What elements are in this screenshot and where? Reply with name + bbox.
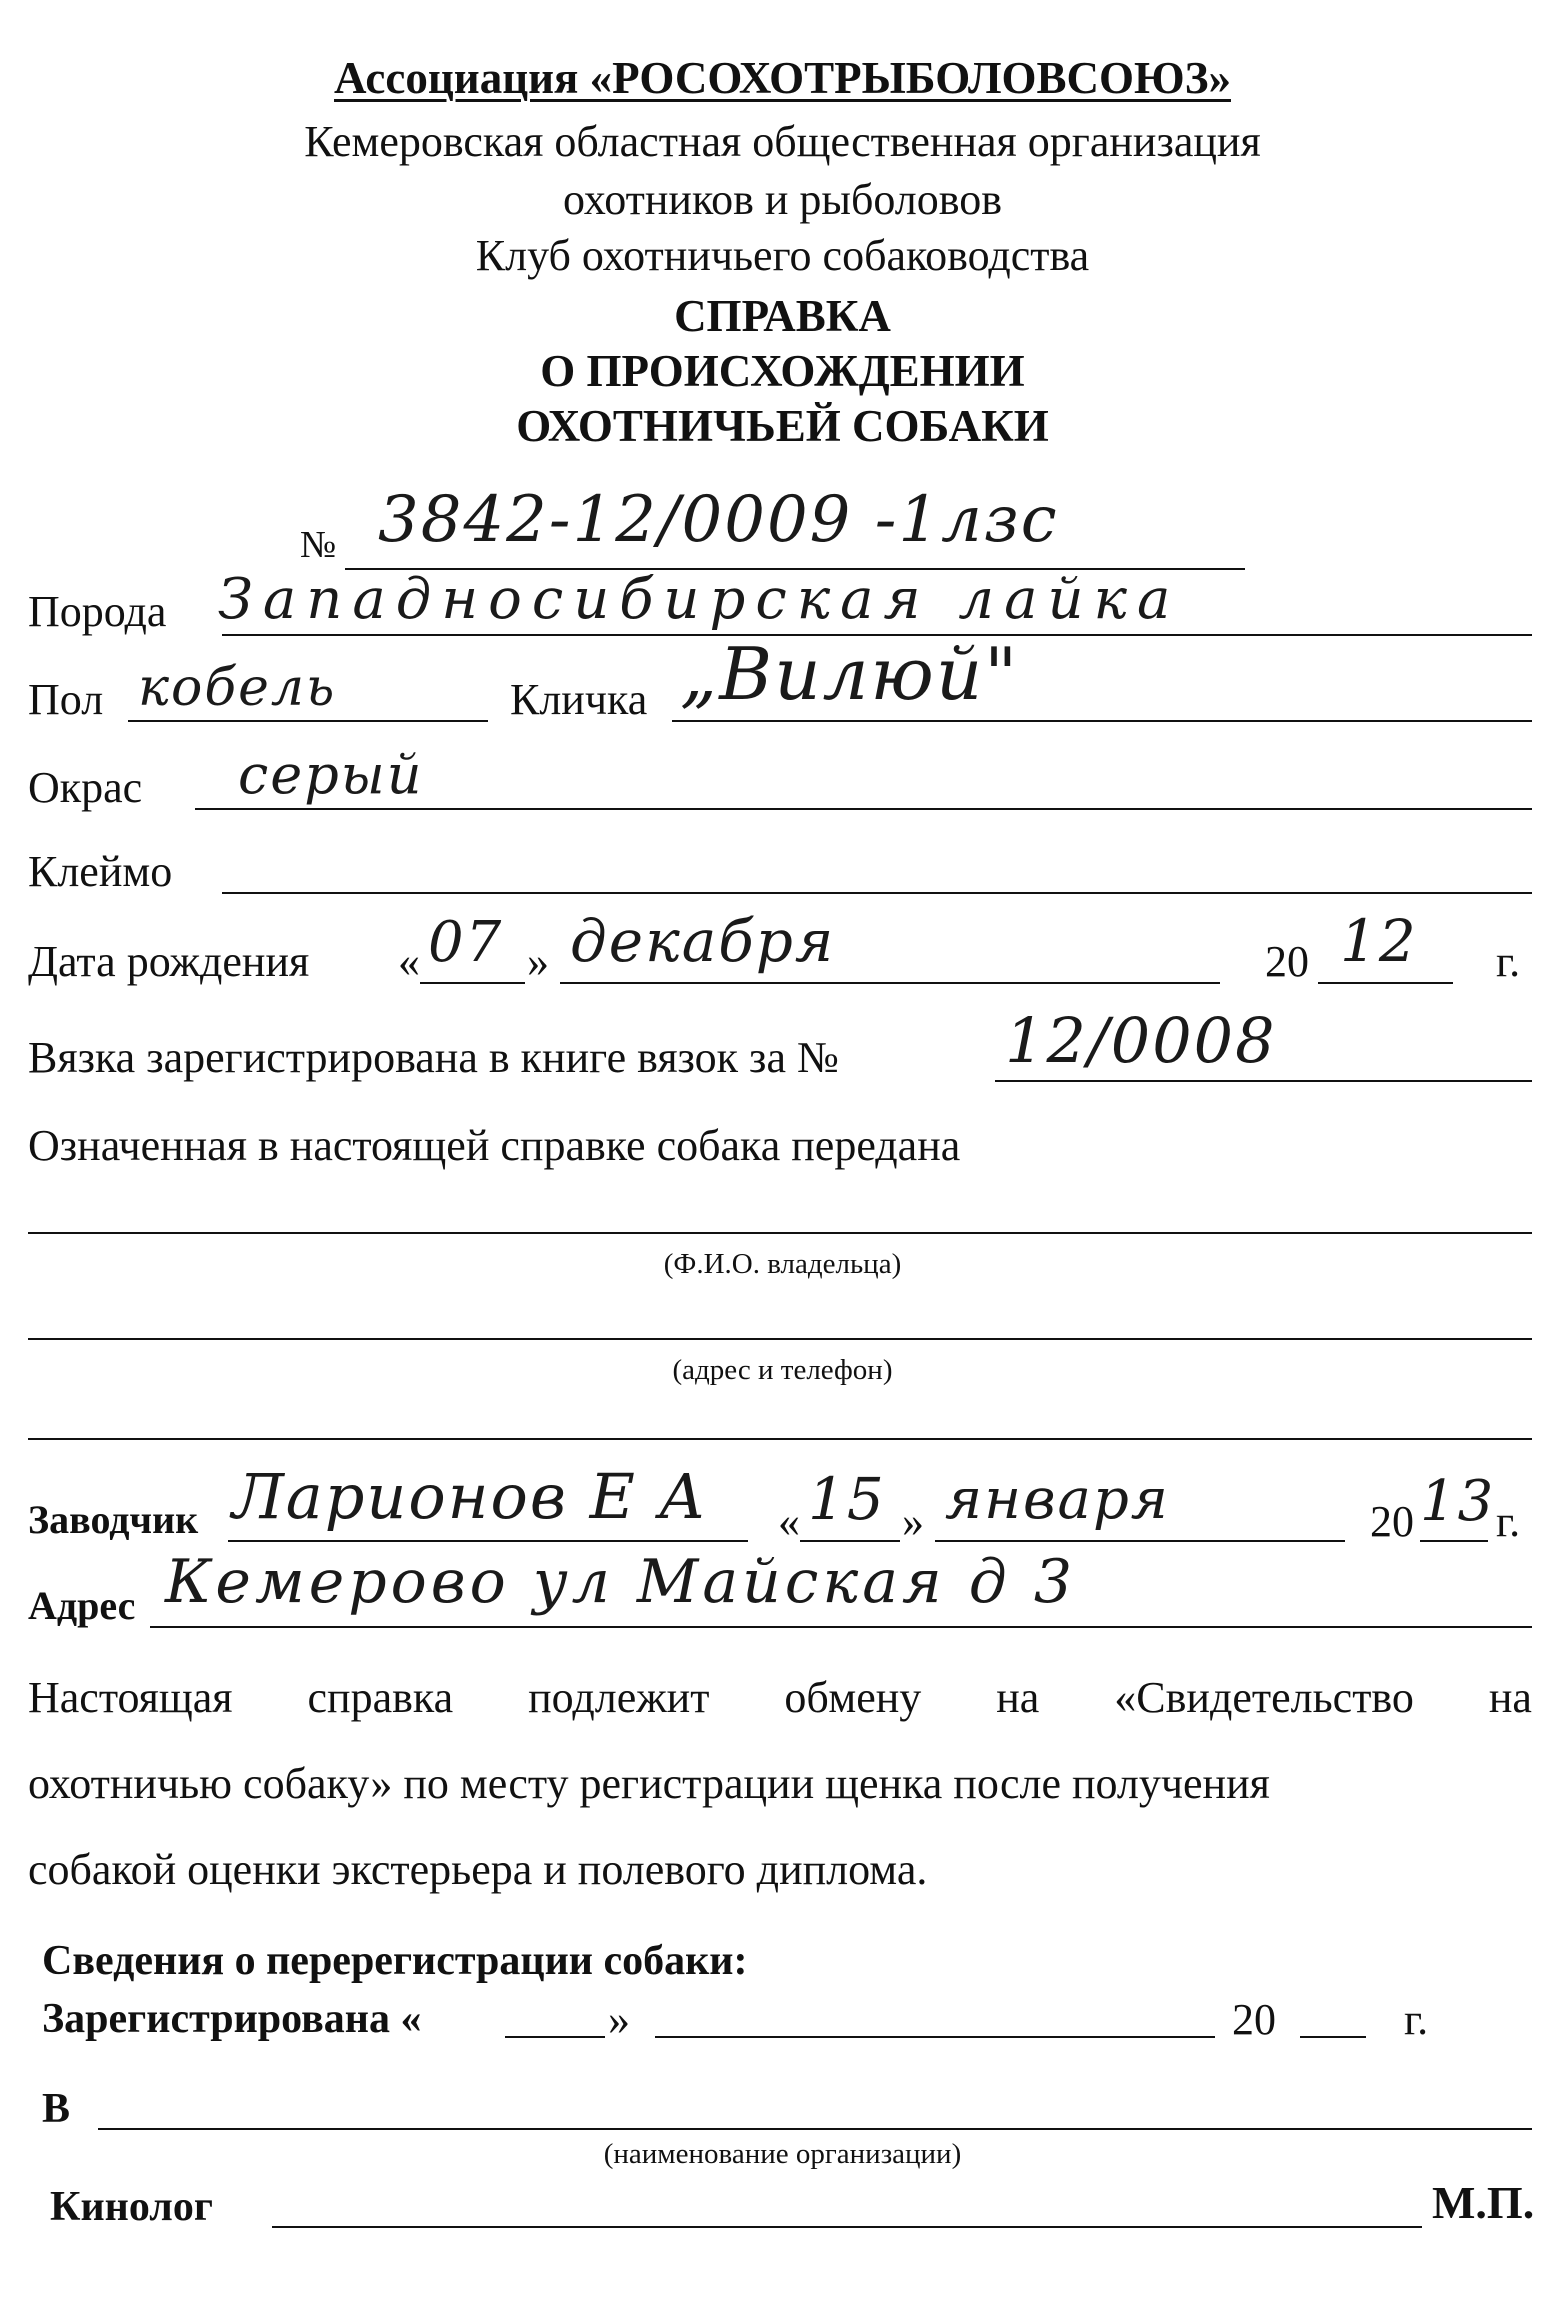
stamp-place: М.П. bbox=[1432, 2177, 1535, 2228]
birth-month-line bbox=[560, 982, 1220, 984]
notice-word: Настоящая bbox=[28, 1673, 233, 1722]
notice-word: на bbox=[1488, 1673, 1532, 1722]
registered-century: 20 bbox=[1232, 1995, 1276, 2044]
notice-word: «Свидетельство bbox=[1114, 1673, 1414, 1722]
breeder-year-handwritten: 13 bbox=[1420, 1469, 1496, 1534]
breed-handwritten: Западносибирская лайка bbox=[218, 567, 1181, 632]
organization-caption: (наименование организации) bbox=[603, 2138, 962, 2170]
breeder-year-line bbox=[1420, 1540, 1488, 1542]
breeder-month-handwritten: января bbox=[945, 1467, 1170, 1532]
birth-year-handwritten: 12 bbox=[1340, 907, 1418, 975]
association-name: Ассоциация «РОСОХОТРЫБОЛОВСОЮЗ» bbox=[334, 53, 1231, 103]
birth-day-line bbox=[420, 982, 525, 984]
notice-word: справка bbox=[307, 1673, 454, 1722]
birth-open-quote: « bbox=[398, 937, 420, 986]
brand-line bbox=[222, 892, 1532, 894]
notice-word: подлежит bbox=[528, 1673, 710, 1722]
registered-label: Зарегистрирована « bbox=[42, 1996, 422, 2042]
breed-label: Порода bbox=[28, 587, 167, 636]
organization-line bbox=[98, 2128, 1532, 2130]
breeder-month-line bbox=[935, 1540, 1345, 1542]
birth-month-handwritten: декабря bbox=[570, 907, 836, 975]
breeder-century: 20 bbox=[1370, 1497, 1414, 1546]
transfer-text: Означенная в настоящей справке собака передана bbox=[28, 1121, 961, 1170]
organization-line-2: охотников и рыболовов bbox=[562, 175, 1002, 224]
sex-label: Пол bbox=[28, 675, 104, 724]
name-line bbox=[672, 720, 1532, 722]
breeder-handwritten: Ларионов Е А bbox=[232, 1460, 708, 1533]
color-handwritten: серый bbox=[238, 743, 424, 806]
breeder-day-handwritten: 15 bbox=[808, 1465, 886, 1533]
name-label: Кличка bbox=[510, 675, 648, 724]
name-handwritten: „Вилюй" bbox=[680, 632, 1020, 716]
registered-year-suffix: г. bbox=[1404, 1995, 1429, 2044]
sex-line bbox=[128, 720, 488, 722]
address-phone-line-2 bbox=[28, 1438, 1532, 1440]
birth-year-suffix: г. bbox=[1496, 937, 1521, 986]
reregistration-heading: Сведения о перерегистрации собаки: bbox=[42, 1938, 748, 1984]
notice-line-1 bbox=[28, 1673, 1532, 1722]
address-label: Адрес bbox=[28, 1583, 136, 1628]
owner-line bbox=[28, 1232, 1532, 1234]
notice-line-3: собакой оценки экстерьера и полевого диплома. bbox=[28, 1845, 928, 1894]
owner-caption: (Ф.И.О. владельца) bbox=[663, 1248, 902, 1280]
registered-day-line bbox=[505, 2036, 605, 2038]
document-title-2: О ПРОИСХОЖДЕНИИ bbox=[540, 346, 1025, 396]
birth-year-line bbox=[1318, 982, 1453, 984]
notice-word: на bbox=[996, 1673, 1040, 1722]
notice-word: обмену bbox=[784, 1673, 922, 1722]
birth-label: Дата рождения bbox=[28, 937, 310, 986]
breeder-label: Заводчик bbox=[28, 1497, 199, 1542]
breeder-line bbox=[228, 1540, 748, 1542]
number-handwritten: 3842-12/0009 -1лзс bbox=[378, 483, 1059, 557]
breeder-close-quote: » bbox=[902, 1497, 924, 1546]
cynologist-label: Кинолог bbox=[50, 2184, 213, 2230]
registered-month-line bbox=[655, 2036, 1215, 2038]
address-phone-line bbox=[28, 1338, 1532, 1340]
number-label: № bbox=[300, 524, 337, 566]
color-line bbox=[195, 808, 1532, 810]
document-title-3: ОХОТНИЧЬЕЙ СОБАКИ bbox=[516, 401, 1049, 451]
address-line bbox=[150, 1626, 1532, 1628]
organization-line-1: Кемеровская областная общественная организация bbox=[304, 117, 1261, 166]
breeder-day-line bbox=[800, 1540, 900, 1542]
birth-day-handwritten: 07 bbox=[428, 910, 504, 975]
mating-handwritten: 12/0008 bbox=[1005, 1004, 1277, 1077]
sex-handwritten: кобель bbox=[138, 658, 337, 718]
breeder-open-quote: « bbox=[778, 1497, 800, 1546]
address-handwritten: Кемерово ул Майская д 3 bbox=[165, 1547, 1077, 1617]
notice-line-2: охотничью собаку» по месту регистрации щенка после получения bbox=[28, 1759, 1270, 1808]
brand-label: Клеймо bbox=[28, 847, 173, 896]
breeder-year-suffix: г. bbox=[1496, 1497, 1521, 1546]
club-name: Клуб охотничьего собаководства bbox=[475, 231, 1090, 280]
registered-close-quote: » bbox=[608, 1995, 630, 2044]
birth-close-quote: » bbox=[527, 937, 549, 986]
address-phone-caption: (адрес и телефон) bbox=[672, 1354, 893, 1386]
color-label: Окрас bbox=[28, 763, 143, 812]
document-title-1: СПРАВКА bbox=[674, 291, 891, 341]
birth-century: 20 bbox=[1265, 937, 1309, 986]
mating-line bbox=[995, 1080, 1532, 1082]
mating-label: Вязка зарегистрирована в книге вязок за № bbox=[28, 1033, 839, 1082]
cynologist-line bbox=[272, 2226, 1422, 2228]
registered-year-line bbox=[1300, 2036, 1366, 2038]
organization-in-label: В bbox=[42, 2086, 71, 2132]
